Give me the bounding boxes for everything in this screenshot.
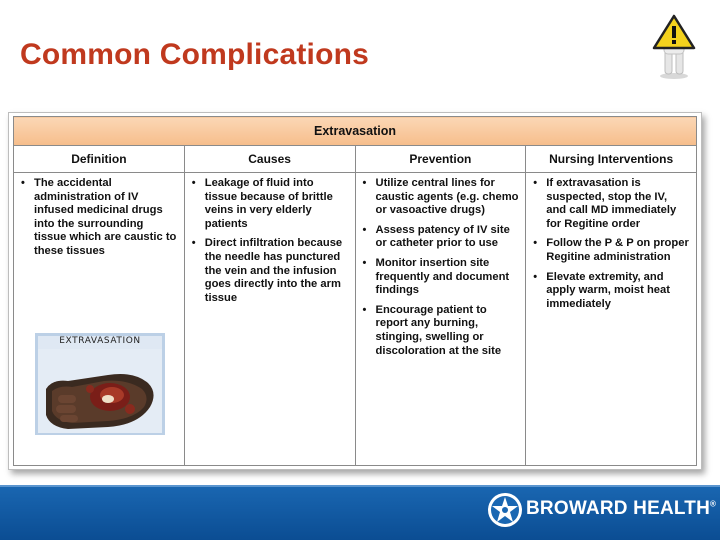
list-item: • Encourage patient to report any burning, stinging, swelling or discoloration at the site [376, 304, 520, 358]
list-item: • Utilize central lines for caustic agents (e.g. chemo or vasoactive drugs) [376, 177, 520, 218]
list-item: • Follow the P & P on proper Regitine administration [546, 237, 690, 264]
extravasation-table-card [8, 112, 702, 470]
column-header-nursing-interventions: Nursing Interventions [526, 146, 697, 173]
photo-label: EXTRAVASATION [59, 336, 141, 346]
column-header-causes: Causes [184, 146, 355, 173]
nursing-interventions-cell [526, 173, 697, 466]
column-header-definition: Definition [14, 146, 185, 173]
list-item: • The accidental administration of IV infused medicinal drugs into the surrounding tissue which are caustic to these tissues [34, 177, 178, 259]
list-item: • If extravasation is suspected, stop the IV, and call MD immediately for Regitine order [546, 177, 690, 231]
list-item: • Direct infiltration because the needle has punctured the vein and the infusion goes directly into the arm tissue [205, 237, 349, 305]
slide-title: Common Complications [20, 38, 370, 71]
warning-figure-icon [652, 14, 696, 80]
table-header: Extravasation [14, 117, 697, 146]
causes-cell [184, 173, 355, 466]
column-header-prevention: Prevention [355, 146, 526, 173]
prevention-cell [355, 173, 526, 466]
list-item: • Elevate extremity, and apply warm, moist heat immediately [546, 271, 690, 312]
broward-health-star-icon [487, 492, 523, 528]
brand-text: BROWARD HEALTH [526, 498, 710, 519]
registered-mark: ® [710, 499, 717, 509]
list-item: • Leakage of fluid into tissue because of brittle veins in very elderly patients [205, 177, 349, 231]
brand-name [526, 498, 716, 520]
extravasation-photo [35, 333, 165, 435]
injured-hand-image [38, 349, 162, 433]
footer-divider [0, 485, 720, 487]
list-item: • Assess patency of IV site or catheter prior to use [376, 224, 520, 251]
list-item: • Monitor insertion site frequently and document findings [376, 257, 520, 298]
